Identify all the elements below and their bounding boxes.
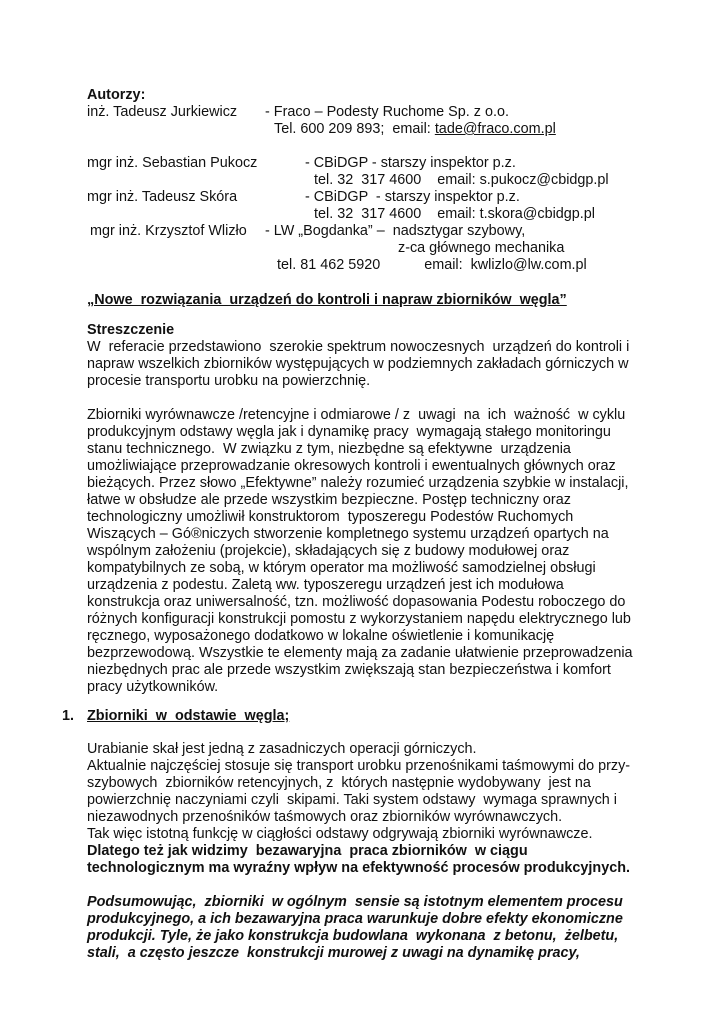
summary-p2-line: niezbędnych prac ale przede wszystkim zwiększają stan bezpieczeństwa i komfort [87,662,611,678]
section1-line: niezawodnych przenośników taśmowych oraz zbiorników wyrównawczych. [87,809,563,825]
summary-p1-line: W referacie przedstawiono szerokie spektrum nowoczesnych urządzeń do kontroli i [87,339,630,355]
section1-bold-line: Dlatego też jak widzimy bezawaryjna praca zbiorników w ciągu [87,843,528,859]
summary-p2-line: Zbiorniki wyrównawcze /retencyjne i odmiarowe / z uwagi na ich ważność w cyklu [87,407,626,423]
summary-p2-line: stanu technicznego. W związku z tym, niezbędne są efektywne urządzenia [87,441,571,457]
author-affiliation: - CBiDGP - starszy inspektor p.z. [305,189,520,205]
summary-p2-line: bieżących. Przez słowo „Efektywne” należy rozumieć urządzenia szybkie w instalacji, [87,475,629,491]
section1-line: szybowych zbiorników retencyjnych, z których następnie wydobywany jest na [87,775,591,791]
section1-bold-italic-line: Podsumowując, zbiorniki w ogólnym sensie są istotnym elementem procesu [87,894,623,910]
summary-p2-line: wspólnym założeniu (projekcie), składających się z budowy modułowej oraz [87,543,570,559]
summary-p2-line: ręcznego, wyposażonego dodatkowo w lokalne oświetlenie i komunikację [87,628,555,644]
author-affiliation-line2: z-ca głównego mechanika [398,240,565,256]
author-affiliation: - Fraco – Podesty Ruchome Sp. z o.o. [265,104,509,120]
author-contact: tel. 32 317 4600 email: t.skora@cbidgp.pl [314,206,595,222]
summary-p2-line: pracy użytkowników. [87,679,219,695]
summary-p2-line: bezprzewodową. Wszystkie te elementy mają za zadanie ułatwienie przeprowadzenia [87,645,633,661]
summary-p2-line: produkcyjnym odstawy węgla jak i dynamikę pracy wymagają stałego monitoringu [87,424,611,440]
summary-p2-line: łatwe w obsłudze ale przede wszystkim bezpieczne. Postęp techniczny oraz [87,492,571,508]
summary-p2-line: różnych konfiguracji konstrukcji pomostu z wykorzystaniem napędu elektrycznego lub [87,611,631,627]
summary-p2-line: technologiczny umożliwił konstruktorom typoszeregu Podestów Ruchomych [87,509,574,525]
document-title: „Nowe rozwiązania urządzeń do kontroli i napraw zbiorników węgla” [87,292,567,308]
summary-p2-line: konstrukcja oraz uniwersalność, tzn. możliwość dopasowania Podestu roboczego do [87,594,626,610]
summary-p2-line: Wiszących – Gó®niczych stworzenie kompletnego systemu urządzeń opartych na [87,526,609,542]
section1-bold-italic-line: produkcji. Tyle, że jako konstrukcja budowlana wykonana z betonu, żelbetu, [87,928,619,944]
section-number: 1. [62,708,75,724]
section-title: Zbiorniki w odstawie węgla; [87,708,290,724]
author-contact-text: Tel. 600 209 893; email: [274,121,435,137]
summary-p2-line: umożliwiające przeprowadzanie okresowych kontroli i ewentualnych głównych oraz [87,458,616,474]
author-affiliation: - CBiDGP - starszy inspektor p.z. [305,155,516,171]
section1-line: Aktualnie najczęściej stosuje się transport urobku przenośnikami taśmowymi do przy- [87,758,631,774]
author-contact [274,121,556,138]
summary-p1-line: procesie transportu urobku na powierzchnię. [87,373,371,389]
summary-p2-line: kompatybilnych ze sobą, w którym operator ma możliwość samodzielnej obsługi [87,560,596,576]
author-name: mgr inż. Sebastian Pukocz [87,155,258,171]
author-name: mgr inż. Krzysztof Wlizło [90,223,247,239]
section1-line: powierzchnię naczyniami czyli skipami. Taki system odstawy wymaga sprawnych i [87,792,617,808]
section1-bold-italic-line: produkcyjnego, a ich bezawaryjna praca warunkuje dobre efekty ekonomiczne [87,911,623,927]
author-name: mgr inż. Tadeusz Skóra [87,189,238,205]
summary-p1-line: napraw wszelkich zbiorników występujących w podziemnych zakładach górniczych w [87,356,629,372]
section1-bold-italic-line: stali, a często jeszcze konstrukcji murowej z uwagi na dynamikę pracy, [87,945,580,961]
summary-p2-line: urządzenia z podestu. Zaletą ww. typoszeregu urządzeń jest ich modułowa [87,577,564,593]
author-contact: tel. 81 462 5920 email: kwlizlo@lw.com.pl [277,257,587,273]
authors-heading: Autorzy: [87,87,146,103]
section1-line: Urabianie skał jest jedną z zasadniczych operacji górniczych. [87,741,477,757]
summary-heading: Streszczenie [87,322,175,338]
section1-bold-line: technologicznym ma wyraźny wpływ na efektywność procesów produkcyjnych. [87,860,630,876]
section1-line: Tak więc istotną funkcję w ciągłości odstawy odgrywają zbiorniki wyrównawcze. [87,826,593,842]
author-name: inż. Tadeusz Jurkiewicz [87,104,238,120]
author-affiliation: - LW „Bogdanka” – nadsztygar szybowy, [265,223,526,239]
author-email-link[interactable]: tade@fraco.com.pl [434,121,556,137]
author-contact: tel. 32 317 4600 email: s.pukocz@cbidgp.pl [314,172,609,188]
